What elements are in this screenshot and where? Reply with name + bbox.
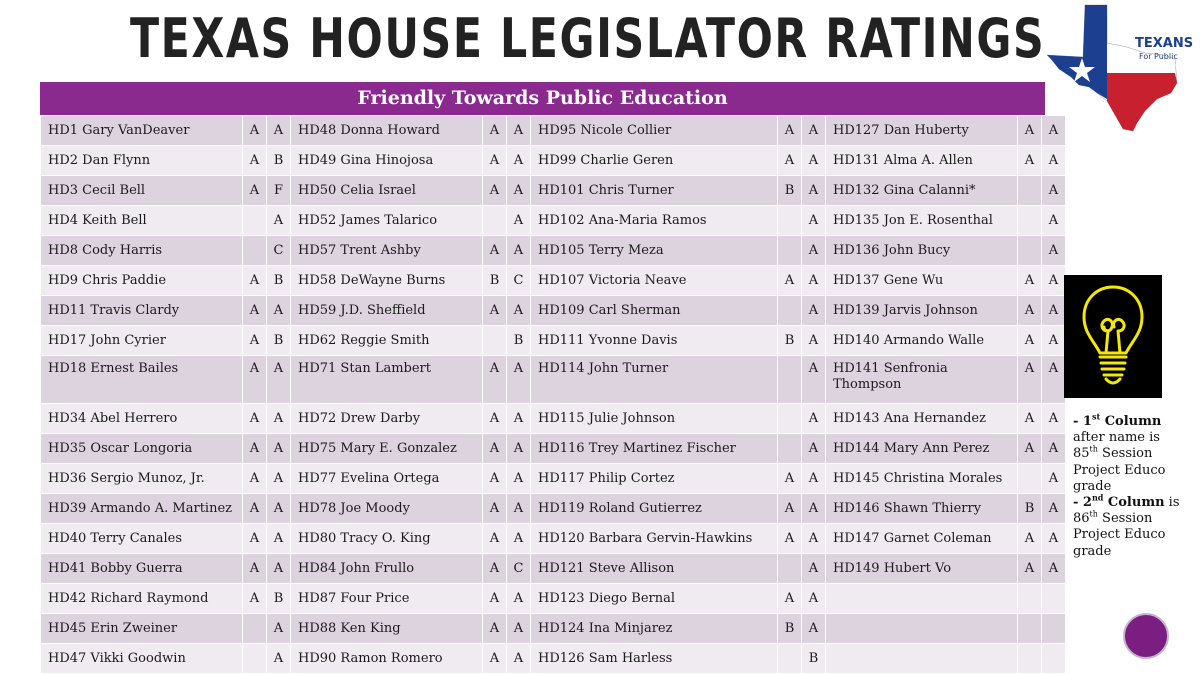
grade-85th: A [1018, 146, 1042, 176]
grade-86th: A [507, 464, 531, 494]
legislator-name: HD114 John Turner [531, 356, 778, 404]
legislator-name: HD42 Richard Raymond [41, 584, 243, 614]
table-row [41, 494, 1066, 524]
grade-85th: A [243, 434, 267, 464]
grade-85th: A [483, 494, 507, 524]
legislator-name: HD149 Hubert Vo [826, 554, 1018, 584]
legislator-name: HD3 Cecil Bell [41, 176, 243, 206]
legislator-name: HD127 Dan Huberty [826, 116, 1018, 146]
grade-85th: A [1018, 326, 1042, 356]
legend-first-column: - 1st Column after name is 85th Session Project Educo grade [1073, 411, 1166, 494]
legislator-name: HD59 J.D. Sheffield [291, 296, 483, 326]
grade-85th: A [243, 326, 267, 356]
legislator-name: HD147 Garnet Coleman [826, 524, 1018, 554]
grade-85th: A [483, 356, 507, 404]
legislator-name: HD87 Four Price [291, 584, 483, 614]
legislator-name: HD119 Roland Gutierrez [531, 494, 778, 524]
legislator-name: HD77 Evelina Ortega [291, 464, 483, 494]
grade-86th: A [507, 116, 531, 146]
grade-85th: B [1018, 494, 1042, 524]
grade-86th: B [507, 326, 531, 356]
legislator-name: HD124 Ina Minjarez [531, 614, 778, 644]
legislator-name: HD45 Erin Zweiner [41, 614, 243, 644]
grade-86th: A [802, 494, 826, 524]
grade-85th: A [1018, 296, 1042, 326]
grade-85th: A [243, 554, 267, 584]
grade-85th: A [243, 494, 267, 524]
grade-86th: A [267, 464, 291, 494]
grade-85th: A [243, 356, 267, 404]
slide-nav-circle[interactable] [1123, 613, 1169, 659]
legislator-name: HD39 Armando A. Martinez [41, 494, 243, 524]
grade-85th: A [243, 524, 267, 554]
grade-86th: A [1042, 146, 1066, 176]
grade-85th: A [778, 584, 802, 614]
legislator-name: HD47 Vikki Goodwin [41, 644, 243, 674]
grade-86th: B [267, 266, 291, 296]
grade-86th: A [802, 116, 826, 146]
grade-86th: A [1042, 434, 1066, 464]
table-row [41, 296, 1066, 326]
grade-85th: A [778, 494, 802, 524]
grade-85th [778, 356, 802, 404]
table-row [41, 404, 1066, 434]
table-row [41, 326, 1066, 356]
legislator-name: HD120 Barbara Gervin-Hawkins [531, 524, 778, 554]
table-row [41, 146, 1066, 176]
grade-86th: A [507, 584, 531, 614]
legislator-name: HD131 Alma A. Allen [826, 146, 1018, 176]
grade-86th: A [802, 266, 826, 296]
grade-86th: A [802, 554, 826, 584]
legislator-name: HD78 Joe Moody [291, 494, 483, 524]
grade-86th: C [507, 266, 531, 296]
grade-86th: B [802, 644, 826, 674]
grade-86th: A [267, 554, 291, 584]
legislator-name: HD95 Nicole Collier [531, 116, 778, 146]
grade-85th: A [1018, 266, 1042, 296]
legislator-name: HD41 Bobby Guerra [41, 554, 243, 584]
legislator-name: HD57 Trent Ashby [291, 236, 483, 266]
grade-86th: A [802, 326, 826, 356]
legislator-name: HD17 John Cyrier [41, 326, 243, 356]
grade-86th: A [507, 236, 531, 266]
table-banner: Friendly Towards Public Education [40, 82, 1045, 115]
legislator-name [826, 614, 1018, 644]
grade-85th: A [778, 524, 802, 554]
legislator-name: HD50 Celia Israel [291, 176, 483, 206]
grade-86th: A [507, 176, 531, 206]
table-row [41, 434, 1066, 464]
grade-86th [1042, 644, 1066, 674]
texas-map-icon [1045, 3, 1194, 133]
legislator-name: HD80 Tracy O. King [291, 524, 483, 554]
grade-86th: A [507, 296, 531, 326]
grade-85th: A [243, 296, 267, 326]
grade-85th [1018, 236, 1042, 266]
legislator-name: HD126 Sam Harless [531, 644, 778, 674]
grade-86th: A [1042, 494, 1066, 524]
grade-85th: A [483, 434, 507, 464]
grade-85th: A [778, 464, 802, 494]
table-row [41, 524, 1066, 554]
legislator-name: HD4 Keith Bell [41, 206, 243, 236]
grade-85th: A [243, 404, 267, 434]
grade-86th: A [507, 644, 531, 674]
grade-85th [1018, 464, 1042, 494]
grade-86th: A [507, 146, 531, 176]
grade-86th: A [507, 404, 531, 434]
grade-86th: A [1042, 236, 1066, 266]
legislator-name: HD136 John Bucy [826, 236, 1018, 266]
grade-85th: A [483, 404, 507, 434]
legislator-name: HD18 Ernest Bailes [41, 356, 243, 404]
grade-85th [778, 644, 802, 674]
legislator-name: HD143 Ana Hernandez [826, 404, 1018, 434]
grade-85th [243, 236, 267, 266]
legislator-name: HD2 Dan Flynn [41, 146, 243, 176]
legislator-name: HD71 Stan Lambert [291, 356, 483, 404]
grade-86th: C [507, 554, 531, 584]
legislator-name: HD58 DeWayne Burns [291, 266, 483, 296]
grade-85th: A [1018, 404, 1042, 434]
grade-86th: A [802, 296, 826, 326]
table-row [41, 464, 1066, 494]
legislator-name [826, 584, 1018, 614]
grade-85th [243, 206, 267, 236]
table-row [41, 236, 1066, 266]
legislator-name: HD105 Terry Meza [531, 236, 778, 266]
legislator-name: HD90 Ramon Romero [291, 644, 483, 674]
grade-legend [1073, 411, 1183, 560]
legislator-name: HD62 Reggie Smith [291, 326, 483, 356]
table-row [41, 266, 1066, 296]
grade-85th: B [778, 326, 802, 356]
grade-85th [778, 296, 802, 326]
grade-85th: B [778, 176, 802, 206]
legislator-name: HD123 Diego Bernal [531, 584, 778, 614]
legislator-name: HD1 Gary VanDeaver [41, 116, 243, 146]
grade-86th: A [802, 464, 826, 494]
grade-85th: A [483, 584, 507, 614]
grade-85th [1018, 644, 1042, 674]
grade-86th: A [802, 236, 826, 266]
legislator-name: HD11 Travis Clardy [41, 296, 243, 326]
grade-86th: A [267, 434, 291, 464]
grade-85th: A [243, 176, 267, 206]
grade-85th [1018, 584, 1042, 614]
grade-86th: A [802, 356, 826, 404]
legislator-name: HD146 Shawn Thierry [826, 494, 1018, 524]
grade-85th: A [1018, 434, 1042, 464]
legislator-name: HD109 Carl Sherman [531, 296, 778, 326]
legislator-name [826, 644, 1018, 674]
ratings-grid [40, 115, 1066, 674]
grade-86th: A [267, 524, 291, 554]
grade-85th: A [483, 614, 507, 644]
table-row [41, 644, 1066, 674]
legislator-name: HD139 Jarvis Johnson [826, 296, 1018, 326]
grade-86th: C [267, 236, 291, 266]
svg-text:Education: Education [1139, 62, 1179, 71]
grade-86th: A [267, 356, 291, 404]
grade-86th: A [1042, 554, 1066, 584]
grade-85th: A [483, 554, 507, 584]
grade-86th: A [1042, 356, 1066, 404]
grade-86th: A [507, 524, 531, 554]
grade-86th: A [1042, 116, 1066, 146]
table-row [41, 584, 1066, 614]
grade-85th: A [483, 176, 507, 206]
grade-85th: B [778, 614, 802, 644]
grade-85th: A [483, 644, 507, 674]
legislator-name: HD115 Julie Johnson [531, 404, 778, 434]
grade-85th: A [1018, 116, 1042, 146]
grade-85th [1018, 176, 1042, 206]
legend-second-column: - 2nd Column is 86th Session Project Educo grade [1073, 492, 1180, 559]
legislator-name: HD145 Christina Morales [826, 464, 1018, 494]
legislator-name: HD137 Gene Wu [826, 266, 1018, 296]
legislator-name: HD84 John Frullo [291, 554, 483, 584]
grade-85th: A [243, 464, 267, 494]
page-title: TEXAS HOUSE LEGISLATOR RATINGS [130, 7, 1046, 70]
lightbulb-panel [1064, 275, 1162, 398]
table-row [41, 356, 1066, 404]
grade-85th [778, 206, 802, 236]
legislator-name: HD99 Charlie Geren [531, 146, 778, 176]
legislator-name: HD40 Terry Canales [41, 524, 243, 554]
legislator-name: HD111 Yvonne Davis [531, 326, 778, 356]
grade-85th: A [1018, 524, 1042, 554]
legislator-name: HD9 Chris Paddie [41, 266, 243, 296]
table-row [41, 614, 1066, 644]
table-row [41, 116, 1066, 146]
grade-86th: A [802, 146, 826, 176]
grade-86th: A [507, 356, 531, 404]
svg-text:TEXANS: TEXANS [1135, 36, 1194, 51]
grade-86th: A [1042, 326, 1066, 356]
legislator-name: HD117 Philip Cortez [531, 464, 778, 494]
grade-86th: A [267, 614, 291, 644]
grade-85th [243, 614, 267, 644]
legislator-name: HD72 Drew Darby [291, 404, 483, 434]
lightbulb-icon [1064, 275, 1162, 398]
grade-86th: A [1042, 206, 1066, 236]
legislator-name: HD35 Oscar Longoria [41, 434, 243, 464]
table-row [41, 176, 1066, 206]
grade-85th: A [778, 146, 802, 176]
grade-85th: A [1018, 356, 1042, 404]
grade-86th: B [267, 146, 291, 176]
grade-86th: A [1042, 404, 1066, 434]
grade-85th [483, 206, 507, 236]
grade-86th: B [267, 584, 291, 614]
grade-86th: A [802, 404, 826, 434]
grade-85th: A [243, 584, 267, 614]
legislator-name: HD140 Armando Walle [826, 326, 1018, 356]
grade-86th: A [267, 494, 291, 524]
legislator-name: HD101 Chris Turner [531, 176, 778, 206]
grade-86th: A [267, 206, 291, 236]
grade-86th: F [267, 176, 291, 206]
svg-text:For Public: For Public [1139, 52, 1178, 61]
grade-86th: A [802, 584, 826, 614]
grade-86th: A [802, 176, 826, 206]
legislator-name: HD36 Sergio Munoz, Jr. [41, 464, 243, 494]
grade-86th: A [267, 404, 291, 434]
grade-85th: A [778, 116, 802, 146]
grade-85th [778, 404, 802, 434]
grade-86th: A [507, 206, 531, 236]
grade-85th: A [483, 146, 507, 176]
grade-86th: A [802, 524, 826, 554]
legislator-name: HD102 Ana-Maria Ramos [531, 206, 778, 236]
grade-86th: A [507, 614, 531, 644]
table-row [41, 206, 1066, 236]
grade-85th [778, 434, 802, 464]
grade-86th: A [267, 116, 291, 146]
grade-86th: A [267, 296, 291, 326]
grade-86th: B [267, 326, 291, 356]
grade-85th [1018, 614, 1042, 644]
legislator-name: HD48 Donna Howard [291, 116, 483, 146]
ratings-table [40, 82, 1059, 674]
grade-86th: A [267, 644, 291, 674]
grade-86th: A [802, 434, 826, 464]
grade-86th: A [802, 614, 826, 644]
grade-85th: B [483, 266, 507, 296]
grade-85th [1018, 206, 1042, 236]
grade-86th: A [1042, 464, 1066, 494]
grade-85th [778, 236, 802, 266]
table-row [41, 554, 1066, 584]
legislator-name: HD135 Jon E. Rosenthal [826, 206, 1018, 236]
grade-85th: A [243, 146, 267, 176]
grade-85th [483, 326, 507, 356]
grade-85th: A [243, 266, 267, 296]
legislator-name: HD34 Abel Herrero [41, 404, 243, 434]
grade-85th: A [778, 266, 802, 296]
legislator-name: HD116 Trey Martinez Fischer [531, 434, 778, 464]
grade-85th: A [1018, 554, 1042, 584]
grade-86th: A [1042, 176, 1066, 206]
grade-86th [1042, 584, 1066, 614]
grade-86th: A [1042, 266, 1066, 296]
legislator-name: HD49 Gina Hinojosa [291, 146, 483, 176]
legislator-name: HD141 Senfronia Thompson [826, 356, 1018, 404]
legislator-name: HD52 James Talarico [291, 206, 483, 236]
legislator-name: HD132 Gina Calanni* [826, 176, 1018, 206]
legislator-name: HD144 Mary Ann Perez [826, 434, 1018, 464]
grade-86th: A [1042, 524, 1066, 554]
grade-86th: A [1042, 296, 1066, 326]
grade-85th: A [483, 524, 507, 554]
legislator-name: HD121 Steve Allison [531, 554, 778, 584]
legislator-name: HD88 Ken King [291, 614, 483, 644]
grade-85th: A [483, 296, 507, 326]
grade-86th: A [802, 206, 826, 236]
texans-for-public-education-logo [1045, 3, 1194, 133]
grade-85th [778, 554, 802, 584]
grade-86th [1042, 614, 1066, 644]
grade-85th: A [483, 236, 507, 266]
grade-85th: A [483, 464, 507, 494]
grade-85th: A [243, 116, 267, 146]
legislator-name: HD107 Victoria Neave [531, 266, 778, 296]
grade-86th: A [507, 434, 531, 464]
legislator-name: HD8 Cody Harris [41, 236, 243, 266]
grade-86th: A [507, 494, 531, 524]
grade-85th: A [483, 116, 507, 146]
grade-85th [243, 644, 267, 674]
legislator-name: HD75 Mary E. Gonzalez [291, 434, 483, 464]
